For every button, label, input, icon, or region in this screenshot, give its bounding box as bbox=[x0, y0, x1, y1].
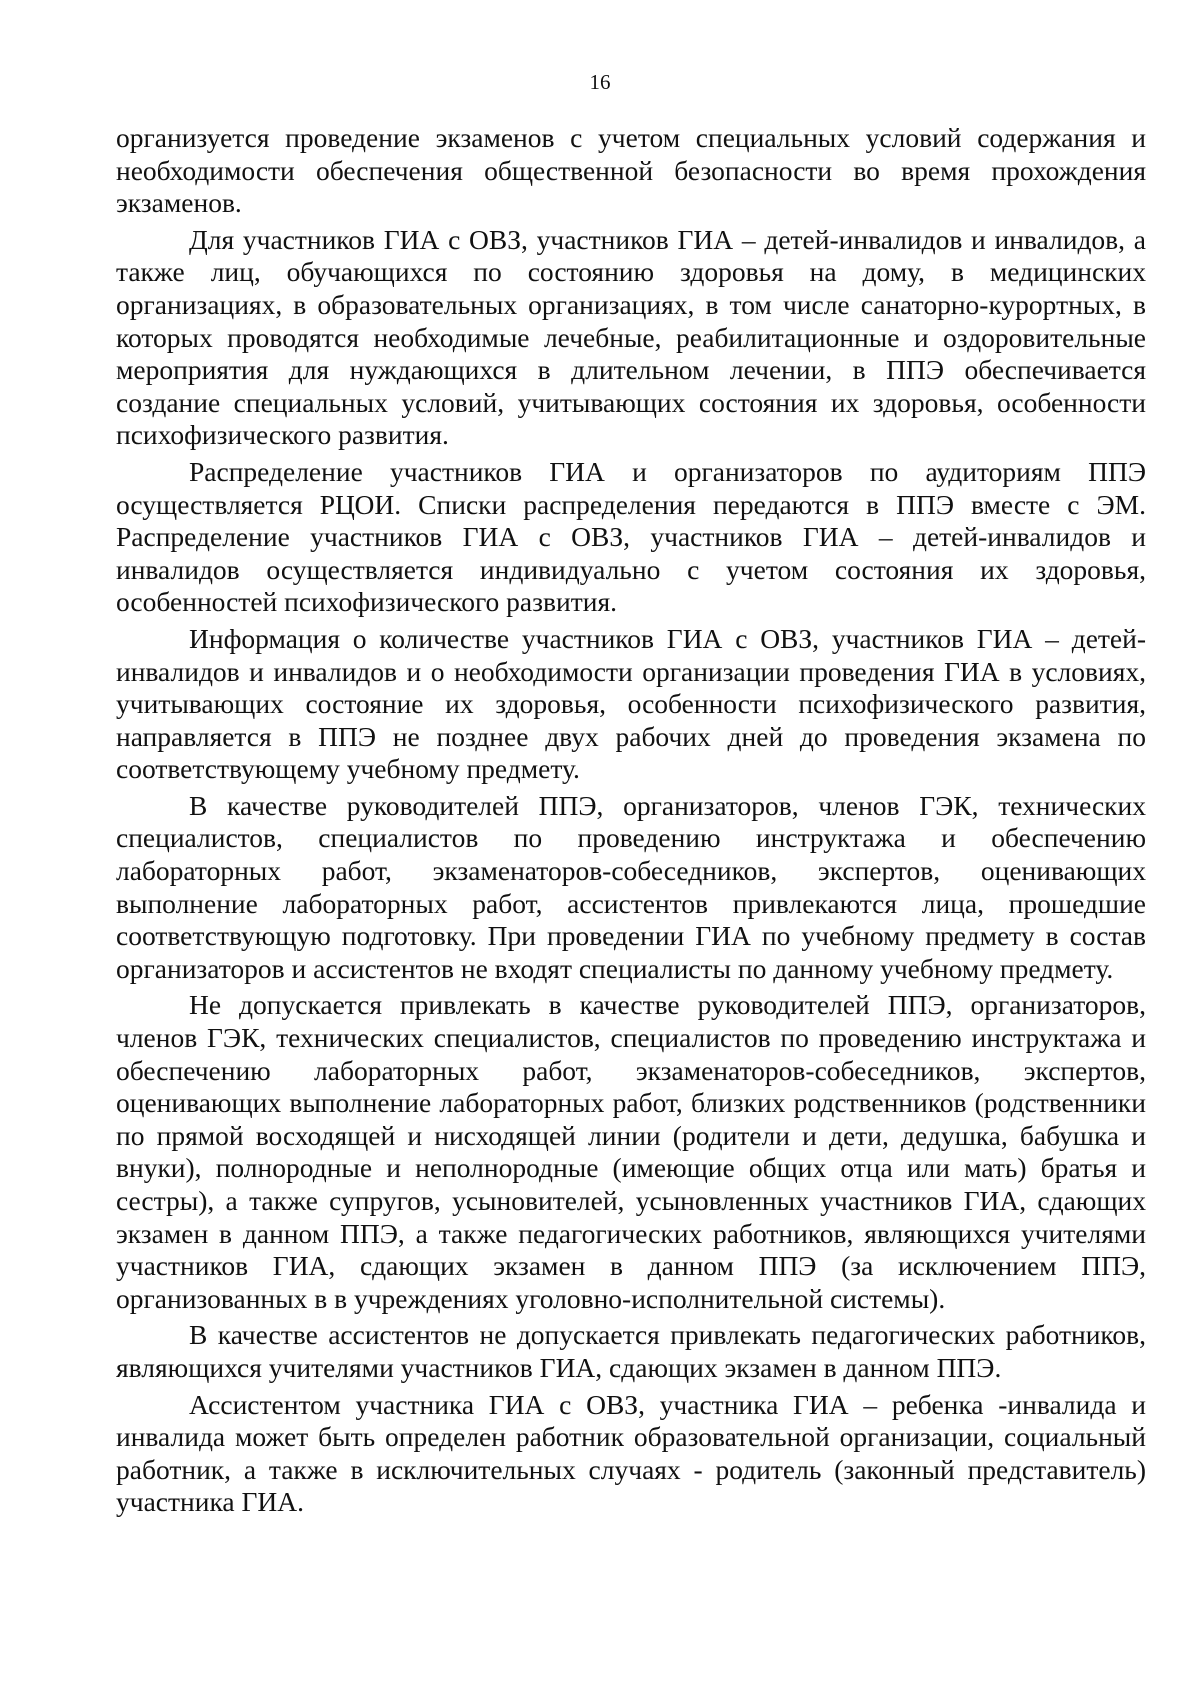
paragraph-assistant-definition: Ассистентом участника ГИА с ОВЗ, участника ГИА – ребенка -инвалида и инвалида может быть определен работник образовательной организации, социальный работник, а также в исключительных случаях - родитель (законный представитель) участника ГИА. bbox=[116, 1388, 1146, 1518]
paragraph-assistants-restriction: В качестве ассистентов не допускается привлекать педагогических работников, являющихся учителями участников ГИА, сдающих экзамен в данном ППЭ. bbox=[116, 1319, 1146, 1383]
document-body bbox=[116, 122, 1146, 1519]
paragraph-distribution: Распределение участников ГИА и организаторов по аудиториям ППЭ осуществляется РЦОИ. Списки распределения передаются в ППЭ вместе с ЭМ. Распределение участников ГИА с ОВЗ, участников ГИА – детей-инвалидов и инвалидов осуществляется индивидуально с учетом состояния их здоровья, особенностей психофизического развития. bbox=[116, 455, 1146, 618]
paragraph-continuation: организуется проведение экзаменов с учетом специальных условий содержания и необходимости обеспечения общественной безопасности во время прохождения экзаменов. bbox=[116, 122, 1146, 219]
paragraph-special-conditions: Для участников ГИА с ОВЗ, участников ГИА – детей-инвалидов и инвалидов, а также лиц, обучающихся по состоянию здоровья на дому, в медицинских организациях, в образовательных организациях, в том числе санаторно-курортных, в которых проводятся необходимые лечебные, реабилитационные и оздоровительные мероприятия для нуждающихся в длительном лечении, в ППЭ обеспечивается создание специальных условий, учитывающих состояния их здоровья, особенности психофизического развития. bbox=[116, 223, 1146, 451]
page-number: 16 bbox=[589, 70, 611, 94]
paragraph-staff-requirements: В качестве руководителей ППЭ, организаторов, членов ГЭК, технических специалистов, специалистов по проведению инструктажа и обеспечению лабораторных работ, экзаменаторов-собеседников, экспертов, оценивающих выполнение лабораторных работ, ассистентов привлекаются лица, прошедшие соответствующую подготовку. При проведении ГИА по учебному предмету в состав организаторов и ассистентов не входят специалисты по данному учебному предмету. bbox=[116, 789, 1146, 984]
paragraph-staff-restrictions: Не допускается привлекать в качестве руководителей ППЭ, организаторов, членов ГЭК, технических специалистов, специалистов по проведению инструктажа и обеспечению лабораторных работ, экзаменаторов-собеседников, экспертов, оценивающих выполнение лабораторных работ, близких родственников (родственники по прямой восходящей и нисходящей линии (родители и дети, дедушка, бабушка и внуки), полнородные и неполнородные (имеющие общих отца или мать) братья и сестры), а также супругов, усыновителей, усыновленных участников ГИА, сдающих экзамен в данном ППЭ, а также педагогических работников, являющихся учителями участников ГИА, сдающих экзамен в данном ППЭ (за исключением ППЭ, организованных в в учреждениях уголовно-исполнительной системы). bbox=[116, 989, 1146, 1314]
paragraph-information: Информация о количестве участников ГИА с ОВЗ, участников ГИА – детей-инвалидов и инвалидов и о необходимости организации проведения ГИА в условиях, учитывающих состояние их здоровья, особенности психофизического развития, направляется в ППЭ не позднее двух рабочих дней до проведения экзамена по соответствующему учебному предмету. bbox=[116, 622, 1146, 785]
